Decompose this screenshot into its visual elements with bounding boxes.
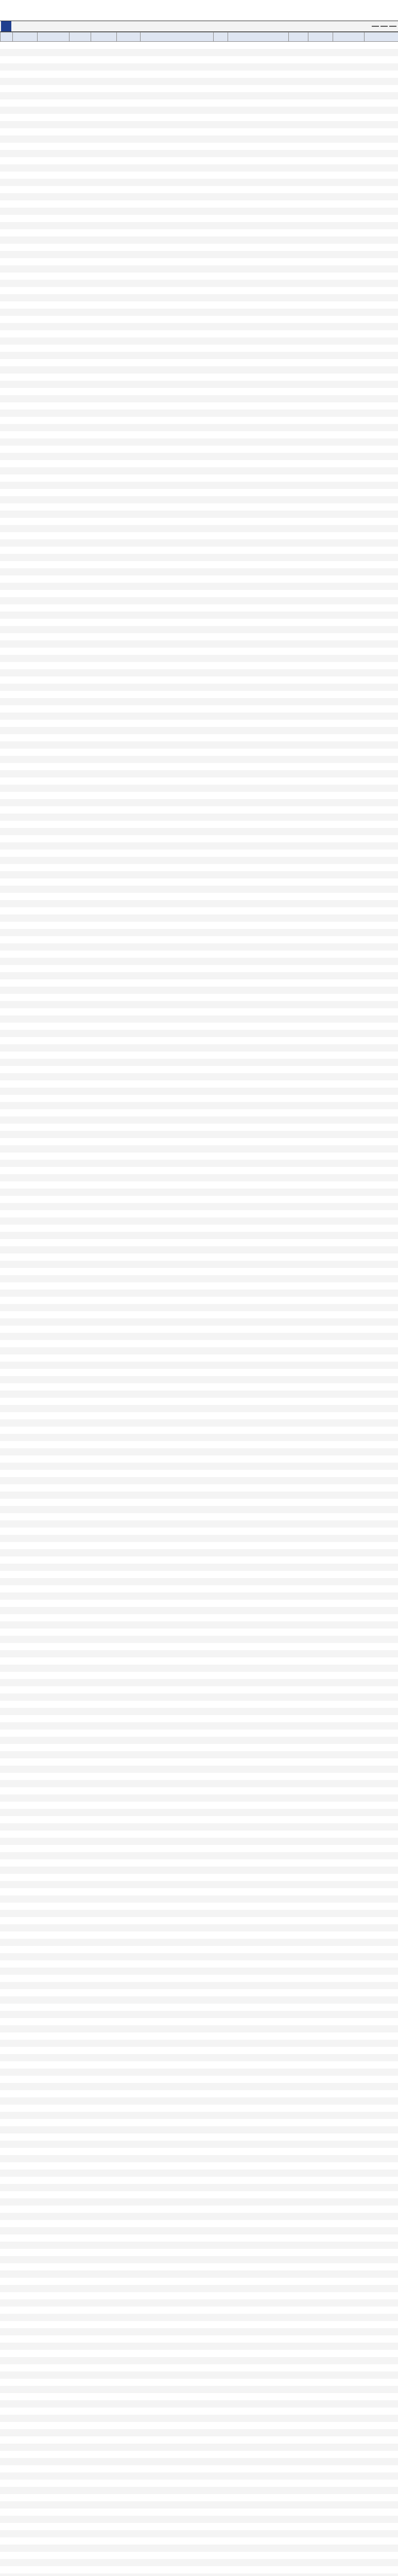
column-header: [289, 32, 308, 42]
column-header: [365, 32, 398, 42]
notice: [0, 0, 398, 21]
column-header: [228, 32, 289, 42]
legend-buy: [372, 26, 379, 27]
column-header: [91, 32, 117, 42]
table-header-row: [1, 32, 398, 42]
column-header: [117, 32, 141, 42]
column-header: [333, 32, 365, 42]
column-header: [13, 32, 38, 42]
table-rows-area: [0, 42, 398, 2576]
date-label: [1, 21, 11, 31]
column-header: [214, 32, 228, 42]
legend-wait: [380, 26, 388, 27]
column-header: [141, 32, 214, 42]
column-header: [38, 32, 70, 42]
top-bar: [0, 21, 398, 32]
column-header: [70, 32, 91, 42]
column-header: [308, 32, 333, 42]
legend-sell: [389, 26, 396, 27]
column-header: [1, 32, 13, 42]
stock-table: [0, 32, 398, 42]
